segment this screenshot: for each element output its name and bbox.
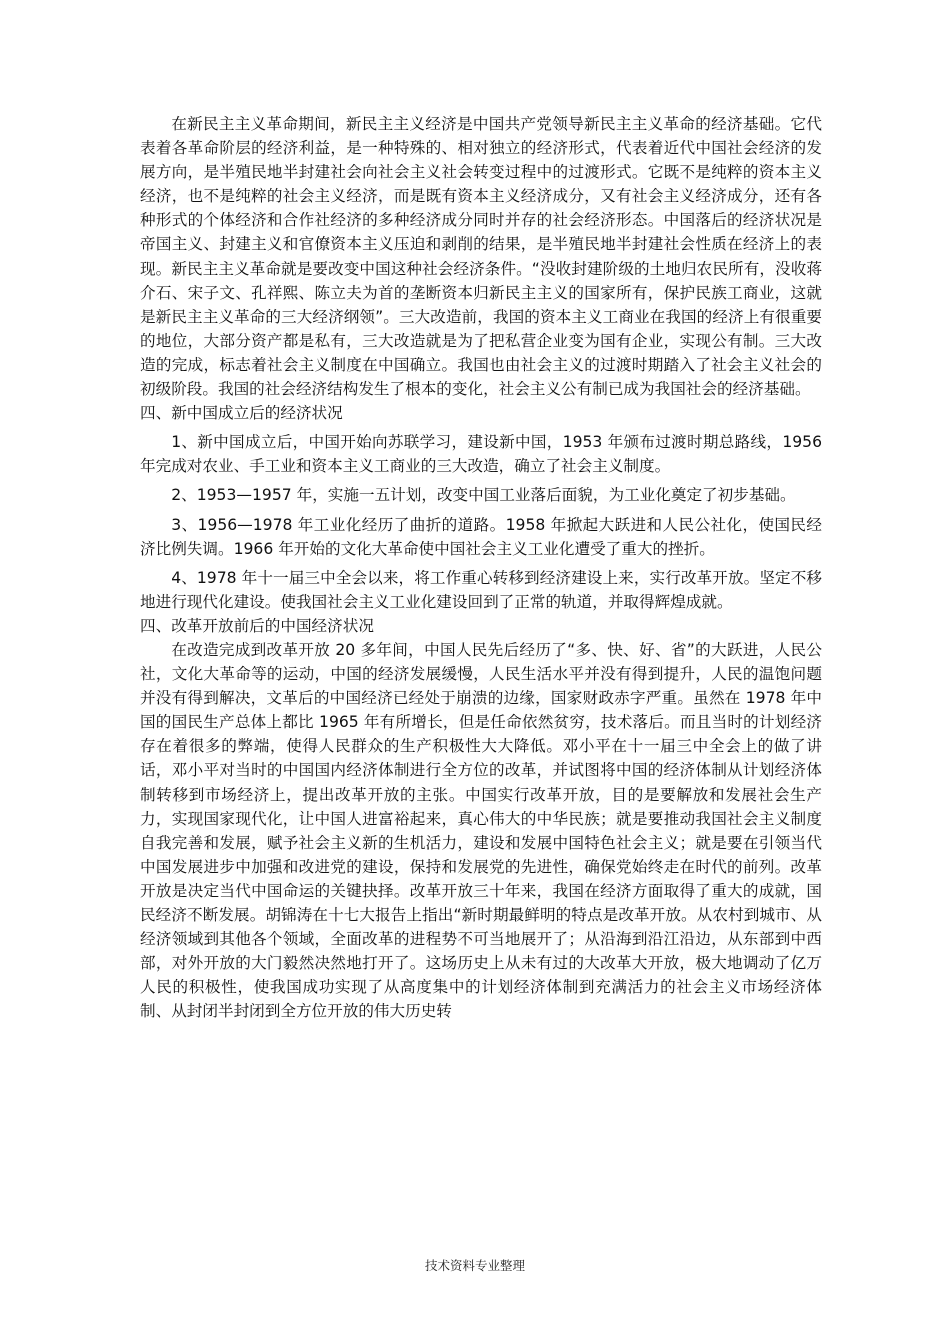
list-item-4: 4、1978 年十一届三中全会以来，将工作重心转移到经济建设上来，实行改革开放。坚定不移地进行现代化建设。使我国社会主义工业化建设回到了正常的轨道，并取得辉煌成就。 bbox=[140, 568, 822, 611]
list-item-1: 1、新中国成立后，中国开始向苏联学习，建设新中国，1953 年颁布过渡时期总路线，1956 年完成对农业、手工业和资本主义工商业的三大改造，确立了社会主义制度。 bbox=[140, 433, 822, 476]
section-heading-reform-opening-economy: 四、改革开放前后的中国经济状况 bbox=[140, 616, 374, 635]
paragraph-new-democratic-economy: 在新民主主义革命期间，新民主主义经济是中国共产党领导新民主主义革命的经济基础。它代表着各革命阶层的经济利益，是一种特殊的、相对独立的经济形式，代表着近代中国社会经济的发展方向，是半殖民地半封建社会向社会主义社会转变过程中的过渡形式。它既不是纯粹的资本主义经济，也不是纯粹的社会主义经济，而是既有资本主义经济成分，又有社会主义经济成分，还有各种形式的个体经济和合作社经济的多种经济成分同时并存的社会经济形态。中国落后的经济状况是帝国主义、封建主义和官僚资本主义压迫和剥削的结果，是半殖民地半封建社会性质在经济上的表现。新民主主义革命就是要改变中国这种社会经济条件。“没收封建阶级的土地归农民所有，没收蒋介石、宋子文、孔祥熙、陈立夫为首的垄断资本归新民主主义的国家所有，保护民族工商业，这就是新民主主义革命的三大经济纲领”。三大改造前，我国的资本主义工商业在我国的经济上有很重要的地位，大部分资产都是私有，三大改造就是为了把私营企业变为国有企业，实现公有制。三大改造的完成，标志着社会主义制度在中国确立。我国也由社会主义的过渡时期踏入了社会主义社会的初级阶段。我国的社会经济结构发生了根本的变化，社会主义公有制已成为我国社会的经济基础。 bbox=[140, 115, 822, 399]
section-heading-post-founding-economy: 四、新中国成立后的经济状况 bbox=[140, 404, 343, 423]
list-item-2: 2、1953—1957 年，实施一五计划，改变中国工业落后面貌，为工业化奠定了初步基础。 bbox=[171, 486, 796, 505]
page-footer: 技术资料专业整理 bbox=[424, 1258, 525, 1273]
list-item-3: 3、1956—1978 年工业化经历了曲折的道路。1958 年掀起大跃进和人民公社化，使国民经济比例失调。1966 年开始的文化大革命使中国社会主义工业化遭受了重大的挫折。 bbox=[140, 515, 822, 558]
document-body bbox=[140, 112, 822, 1023]
paragraph-reform-opening: 在改造完成到改革开放 20 多年间，中国人民先后经历了“多、快、好、省”的大跃进，人民公社，文化大革命等的运动，中国的经济发展缓慢，人民生活水平并没有得到提升，人民的温饱问题并没有得到解决，文革后的中国经济已经处于崩溃的边缘，国家财政赤字严重。虽然在 1978 年中国的国民生产总体上都比 1965 年有所增长，但是任命依然贫穷，技术落后。而且当时的计划经济存在着很多的弊端，使得人民群众的生产积极性大大降低。邓小平在十一届三中全会上的做了讲话，邓小平对当时的中国国内经济体制进行全方位的改革，并试图将中国的经济体制从计划经济体制转移到市场经济上，提出改革开放的主张。中国实行改革开放，目的是要解放和发展社会生产力，实现国家现代化，让中国人进富裕起来，真心伟大的中华民族；就是要推动我国社会主义制度自我完善和发展，赋予社会主义新的生机活力，建设和发展中国特色社会主义；就是要在引领当代中国发展进步中加强和改进党的建设，保持和发展党的先进性，确保党始终走在时代的前列。改革开放是决定当代中国命运的关键抉择。改革开放三十年来，我国在经济方面取得了重大的成就，国民经济不断发展。胡锦涛在十七大报告上指出“新时期最鲜明的特点是改革开放。从农村到城市、从经济领域到其他各个领域，全面改革的进程势不可当地展开了；从沿海到沿江沿边，从东部到中西部，对外开放的大门毅然决然地打开了。这场历史上从未有过的大改革大开放，极大地调动了亿万人民的积极性，使我国成功实现了从高度集中的计划经济体制到充满活力的社会主义市场经济体制、从封闭半封闭到全方位开放的伟大历史转 bbox=[140, 640, 822, 1021]
